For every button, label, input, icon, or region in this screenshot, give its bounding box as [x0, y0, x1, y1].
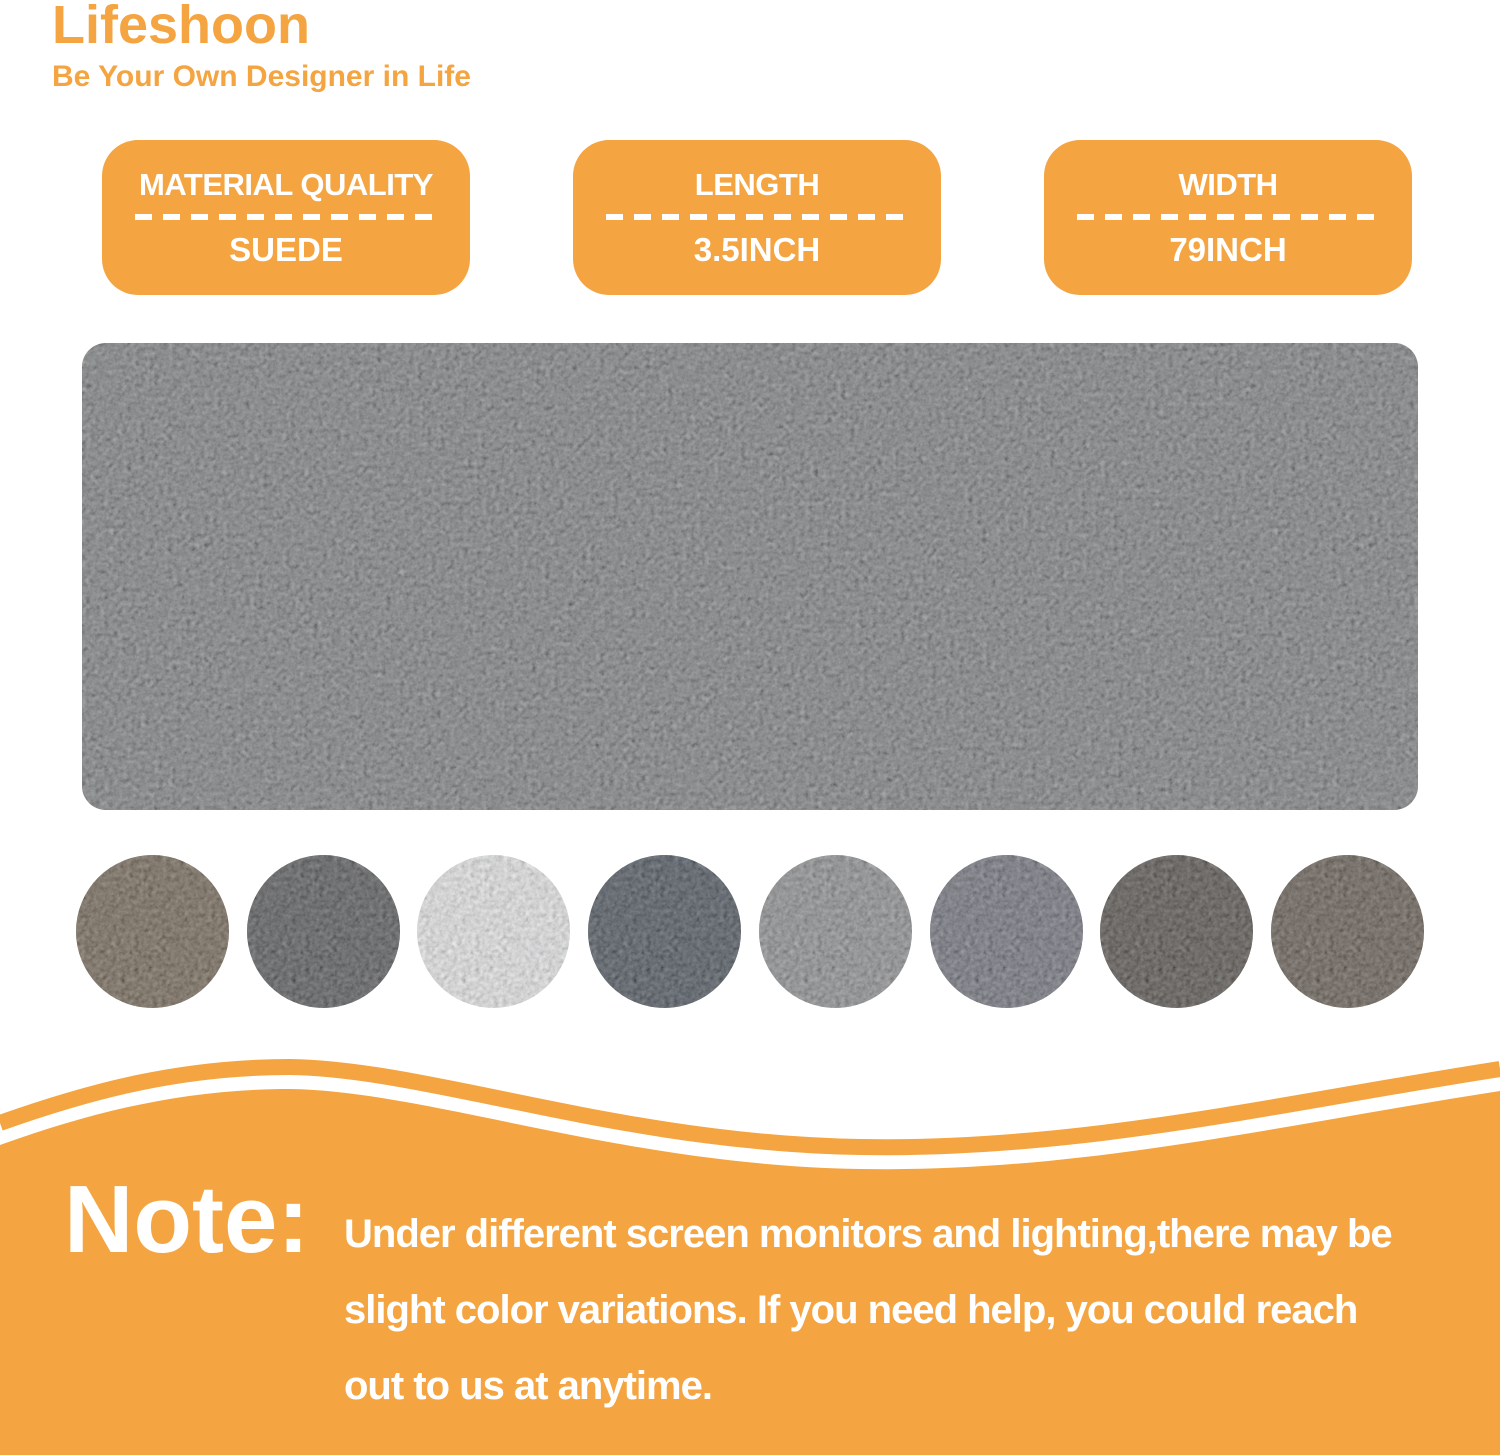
fabric-swatch-image — [82, 343, 1418, 810]
swatch-noise-texture — [759, 855, 912, 1008]
badge-divider — [606, 214, 908, 220]
badge-divider — [135, 214, 437, 220]
color-swatch-gray — [759, 855, 912, 1008]
swatch-noise-texture — [930, 855, 1083, 1008]
swatch-noise-texture — [1271, 855, 1424, 1008]
color-swatch-white — [417, 855, 570, 1008]
note-line: slight color variations. If you need help, you could reach — [344, 1288, 1358, 1332]
color-swatch-dark-brown — [1271, 855, 1424, 1008]
color-swatch-row — [76, 855, 1424, 1008]
badge-label: LENGTH — [694, 166, 820, 202]
badge-value: 3.5INCH — [693, 230, 821, 268]
swatch-noise-texture — [588, 855, 741, 1008]
note-line: out to us at anytime. — [344, 1364, 712, 1408]
color-swatch-black — [247, 855, 400, 1008]
badge-divider — [1077, 214, 1379, 220]
note-heading: Note: — [64, 1166, 310, 1273]
badge-label: WIDTH — [1178, 166, 1278, 202]
spec-badge-material — [102, 140, 470, 295]
note-body — [344, 1196, 1392, 1424]
note-line: Under different screen monitors and lighting,there may be — [344, 1212, 1392, 1256]
swatch-noise-texture — [417, 855, 570, 1008]
spec-badge-length — [573, 140, 941, 295]
spec-badge-width — [1044, 140, 1412, 295]
color-swatch-charcoal-blue — [930, 855, 1083, 1008]
color-swatch-brown — [76, 855, 229, 1008]
badge-label: MATERIAL QUALITY — [139, 166, 433, 202]
swatch-noise-texture — [76, 855, 229, 1008]
swatch-noise-texture — [247, 855, 400, 1008]
color-swatch-navy — [588, 855, 741, 1008]
fabric-noise-texture — [82, 343, 1418, 810]
badge-value: 79INCH — [1169, 230, 1287, 268]
swatch-noise-texture — [1100, 855, 1253, 1008]
color-swatch-black-brown — [1100, 855, 1253, 1008]
badge-value: SUEDE — [229, 230, 343, 268]
brand-tagline: Be Your Own Designer in Life — [52, 60, 471, 93]
brand-logo: Lifeshoon — [52, 0, 310, 55]
